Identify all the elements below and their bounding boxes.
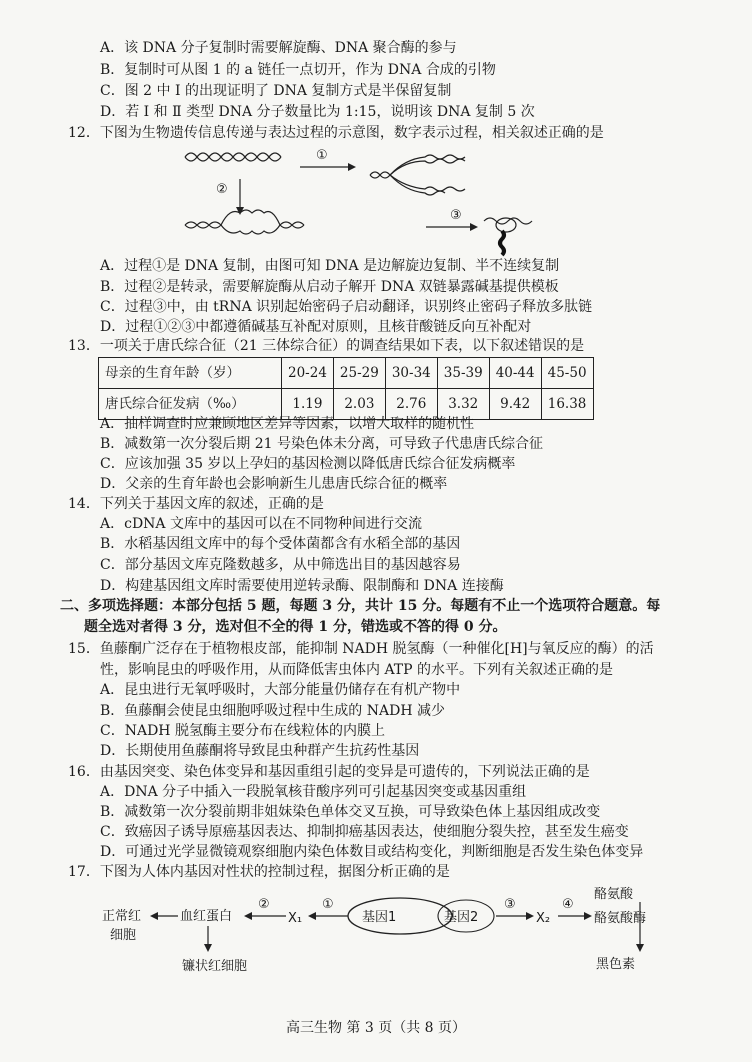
q13-option-c: C．应该加强 35 岁以上孕妇的基因检测以降低唐氏综合征发病概率 (100, 456, 516, 472)
table-row (99, 358, 594, 389)
q14-option-a: A．cDNA 文库中的基因可以在不同物种间进行交流 (100, 516, 422, 532)
q16-option-d: D．可通过光学显微镜观察细胞内染色体数目或结构变化，判断细胞是否发生染色体变异 (100, 844, 644, 860)
q14-option-d: D．构建基因组文库时需要使用逆转录酶、限制酶和 DNA 连接酶 (100, 578, 504, 594)
process-3-label: ③ (504, 897, 516, 912)
q15-option-d: D．长期使用鱼藤酮将导致昆虫种群产生抗药性基因 (100, 743, 420, 759)
table-cell: 30-34 (385, 358, 437, 389)
q16-option-a: A．DNA 分子中插入一段脱氧核苷酸序列可引起基因突变或基因重组 (100, 784, 527, 800)
q13-stem: 13．一项关于唐氏综合征（21 三体综合征）的调查结果如下表，以下叙述错误的是 (68, 338, 585, 354)
section2-heading-cont: 题全选对者得 3 分，选对但不全的得 1 分，错选或不答的得 0 分。 (84, 619, 507, 635)
q15-option-b: B．鱼藤酮会使昆虫细胞呼吸过程中生成的 NADH 减少 (100, 703, 445, 719)
table-cell: 9.42 (489, 389, 541, 420)
process-4-label: ④ (562, 897, 574, 912)
table-header-rate: 唐氏综合征发病（‰） (99, 389, 282, 420)
q13-option-d: D．父亲的生育年龄也会影响新生儿患唐氏综合征的概率 (100, 476, 448, 492)
table-cell: 2.76 (385, 389, 437, 420)
q12-option-a: A．过程①是 DNA 复制，由图可知 DNA 是边解旋边复制、半不连续复制 (100, 258, 560, 274)
q13-option-b: B．减数第一次分裂后期 21 号染色体未分离，可导致子代患唐氏综合征 (100, 436, 544, 452)
q15-option-c: C．NADH 脱氢酶主要分布在线粒体的内膜上 (100, 723, 385, 739)
table-cell: 35-39 (437, 358, 489, 389)
table-cell: 45-50 (541, 358, 593, 389)
tyrosine-label: 酪氨酸 (594, 887, 634, 902)
q17-stem: 17．下图为人体内基因对性状的控制过程，据图分析正确的是 (68, 864, 450, 880)
table-cell: 25-29 (333, 358, 385, 389)
section2-heading: 二、多项选择题：本部分包括 5 题，每题 3 分，共计 15 分。每题有不止一个选项符合题意。每 (60, 598, 661, 614)
q15-option-a: A．昆虫进行无氧呼吸时，大部分能量仍储存在有机产物中 (100, 682, 461, 698)
q15-stem: 15．鱼藤酮广泛存在于植物根皮部，能抑制 NADH 脱氢酶（一种催化[H]与氧反应的酶）的活 (68, 641, 654, 657)
q16-stem: 16．由基因突变、染色体变异和基因重组引起的变异是可遗传的，下列说法正确的是 (68, 764, 590, 780)
melanin-label: 黑色素 (596, 957, 636, 972)
hemoglobin-label: 血红蛋白 (180, 909, 233, 924)
label-2: ② (216, 182, 228, 197)
normal-rbc-label-2: 细胞 (110, 928, 137, 943)
q14-stem: 14．下列关于基因文库的叙述，正确的是 (68, 496, 324, 512)
table-cell: 20-24 (282, 358, 334, 389)
label-1: ① (316, 148, 328, 163)
q13-option-a: A．抽样调查时应兼顾地区差异等因素，以增大取样的随机性 (100, 416, 475, 432)
table-cell: 2.03 (333, 389, 385, 420)
down-syndrome-table (98, 357, 594, 420)
q11-option-a: A．该 DNA 分子复制时需要解旋酶、DNA 聚合酶的参与 (100, 40, 457, 56)
q16-option-b: B．减数第一次分裂前期非姐妹染色单体交叉互换，可导致染色体上基因组成改变 (100, 804, 601, 820)
sickle-cell-label: 镰状红细胞 (182, 959, 248, 974)
q16-option-c: C．致癌因子诱导原癌基因表达、抑制抑癌基因表达，使细胞分裂失控，甚至发生癌变 (100, 824, 629, 840)
table-header-age: 母亲的生育年龄（岁） (99, 358, 282, 389)
process-1-label: ① (322, 897, 334, 912)
q12-option-b: B．过程②是转录，需要解旋酶从启动子解开 DNA 双链暴露碱基提供模板 (100, 279, 559, 295)
q11-option-c: C．图 2 中 Ⅰ 的出现证明了 DNA 复制方式是半保留复制 (100, 83, 452, 99)
table-cell: 16.38 (541, 389, 593, 420)
q15-stem-cont: 性，影响昆虫的呼吸作用，从而降低害虫体内 ATP 的水平。下列有关叙述正确的是 (100, 662, 614, 678)
label-3: ③ (450, 208, 462, 223)
q14-option-c: C．部分基因文库克隆数越多，从中筛选出目的基因越容易 (100, 557, 461, 573)
q14-option-b: B．水稻基因组文库中的每个受体菌都含有水稻全部的基因 (100, 536, 461, 552)
q12-option-d: D．过程①②③中都遵循碱基互补配对原则，且核苷酸链反向互补配对 (100, 319, 532, 335)
x2-label: X₂ (536, 911, 551, 926)
q12-stem: 12．下图为生物遗传信息传递与表达过程的示意图，数字表示过程，相关叙述正确的是 (68, 125, 604, 141)
gene1-label: 基因1 (362, 910, 397, 925)
q17-gene-diagram (100, 884, 660, 980)
table-cell: 40-44 (489, 358, 541, 389)
q12-diagram (180, 145, 540, 257)
q11-option-b: B．复制时可从图 1 的 a 链任一点切开，作为 DNA 合成的引物 (100, 62, 496, 78)
process-2-label: ② (258, 897, 270, 912)
normal-rbc-label-1: 正常红 (102, 909, 142, 924)
q11-option-d: D．若 Ⅰ 和 Ⅱ 类型 DNA 分子数量比为 1:15，说明该 DNA 复制 5 次 (100, 104, 535, 120)
page-footer: 高三生物 第 3 页（共 8 页） (285, 1020, 467, 1036)
x1-label: X₁ (288, 911, 303, 926)
tyrosinase-label: 酪氨酸酶 (594, 911, 647, 926)
q12-option-c: C．过程③中，由 tRNA 识别起始密码子启动翻译，识别终止密码子释放多肽链 (100, 299, 593, 315)
table-cell: 3.32 (437, 389, 489, 420)
gene2-label: 基因2 (444, 910, 479, 925)
table-cell: 1.19 (282, 389, 334, 420)
